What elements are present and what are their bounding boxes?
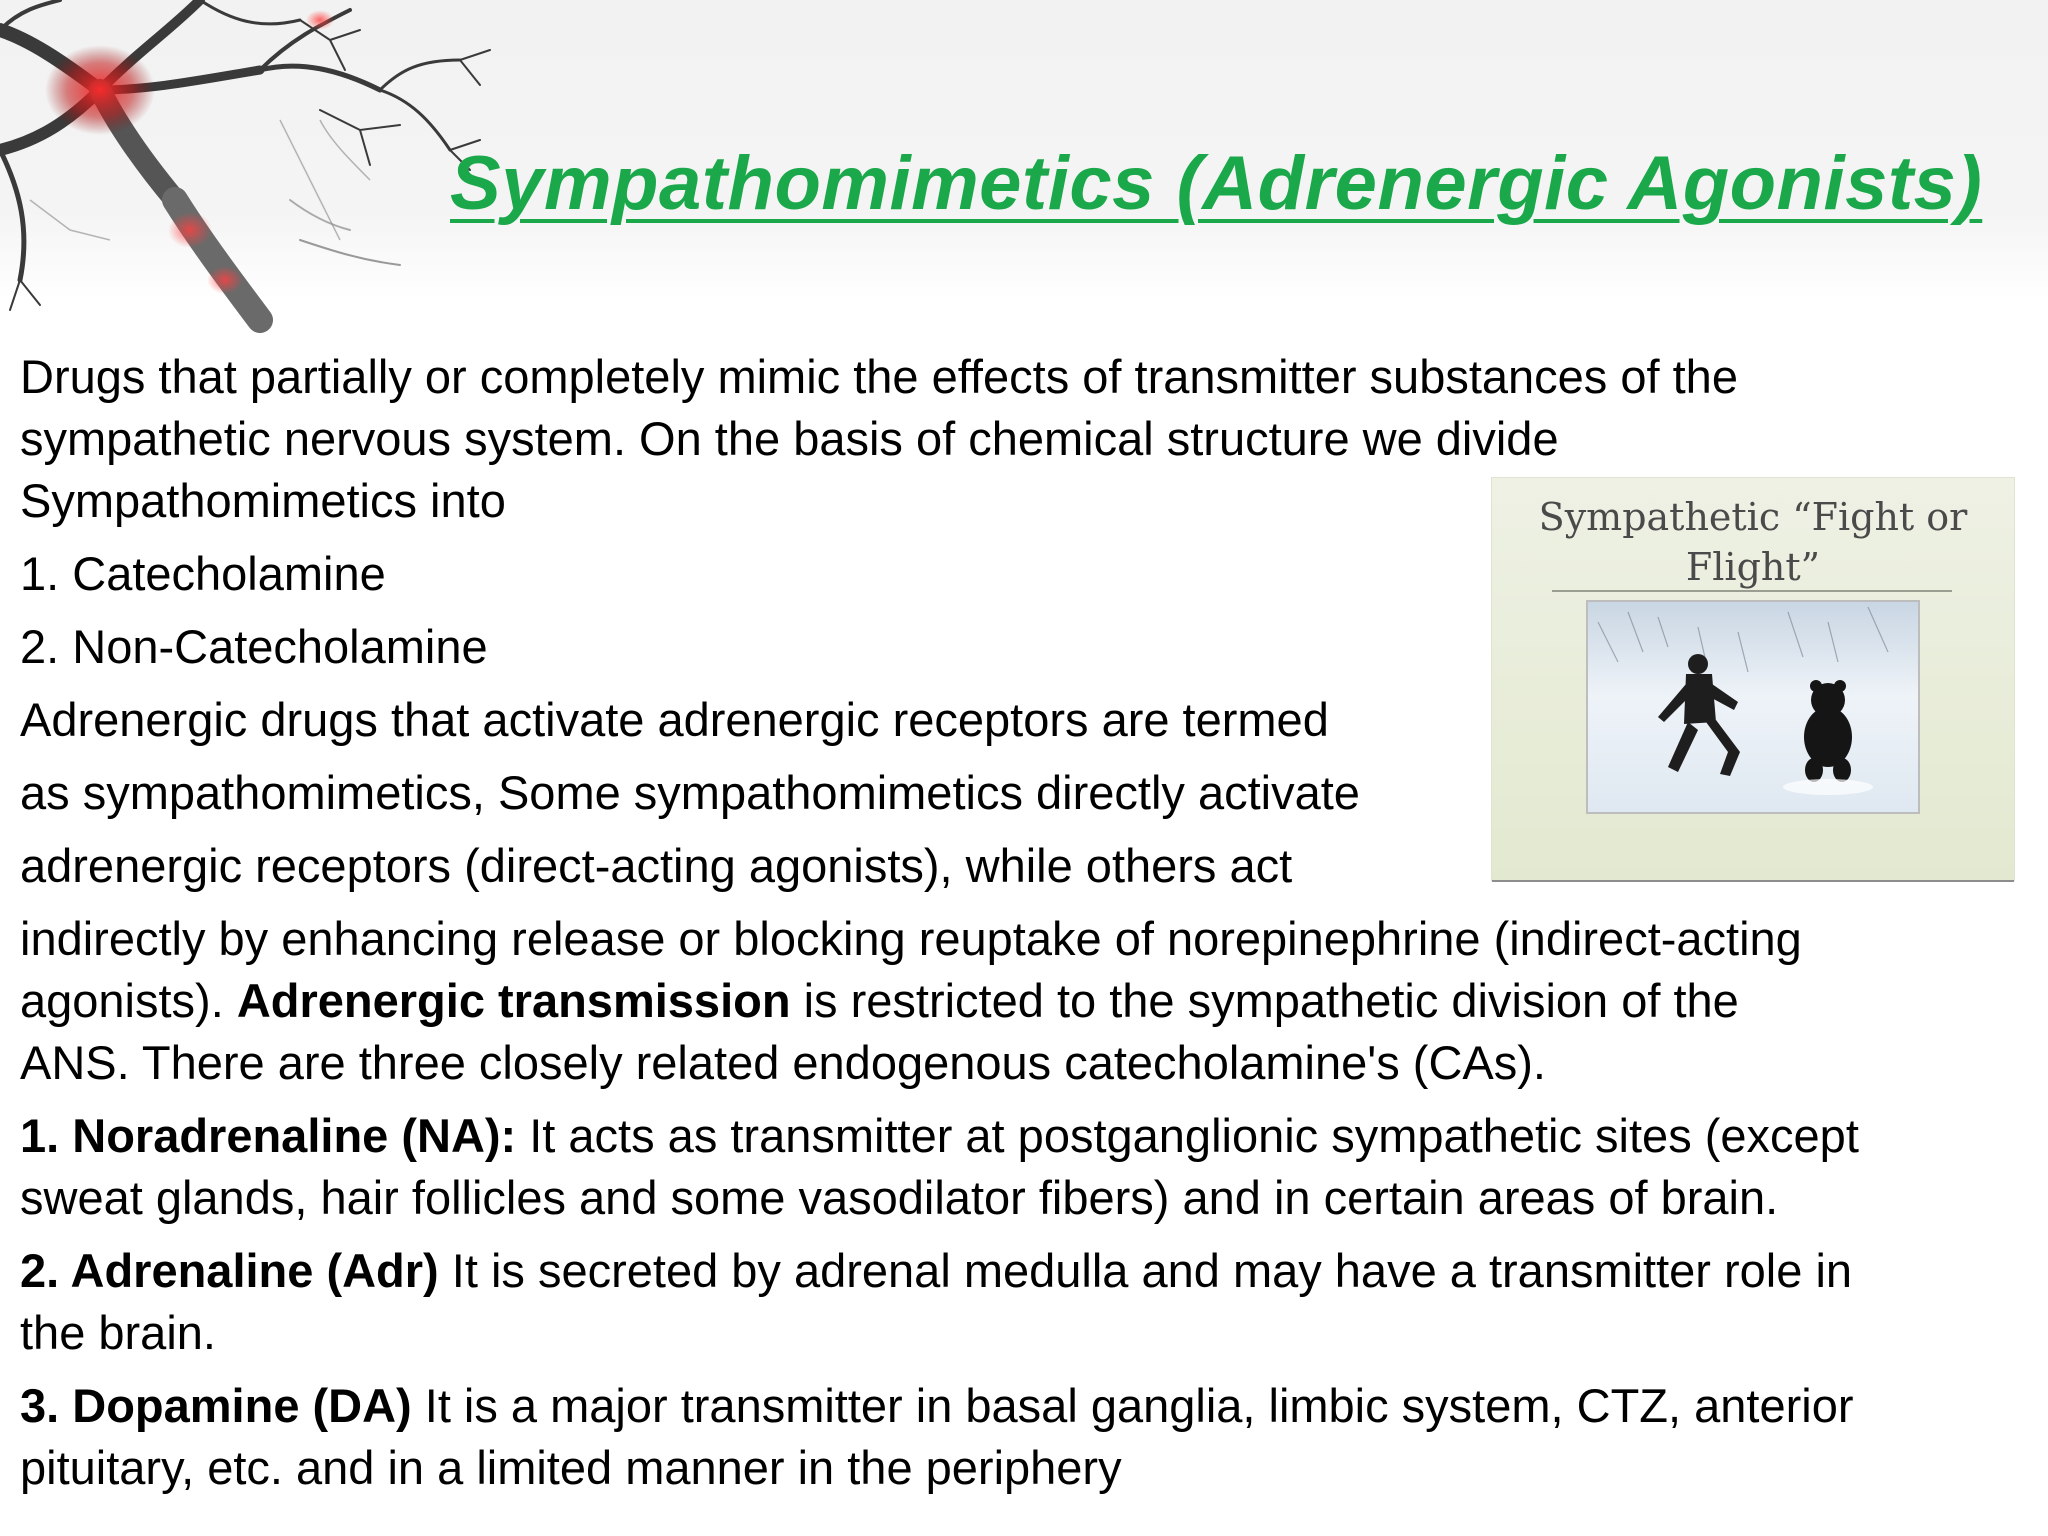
neuron-illustration-icon <box>0 0 500 340</box>
class-item-non-catecholamine: 2. Non-Catecholamine <box>20 620 488 673</box>
catecholamine-desc-line-2: sweat glands, hair follicles and some vasodilator fibers) and in certain areas of brain. <box>20 1171 1779 1224</box>
intro-line: Drugs that partially or completely mimic the effects of transmitter substances of the <box>20 350 1738 403</box>
catecholamine-desc-line-2: pituitary, etc. and in a limited manner in the periphery <box>20 1441 1122 1494</box>
adrenergic-line: indirectly by enhancing release or blocking reuptake of norepinephrine (indirect-acting <box>20 912 1802 965</box>
catecholamine-name: 2. Adrenaline (Adr) <box>20 1244 439 1297</box>
figure-underline <box>1492 880 2014 882</box>
figure-divider <box>1552 590 1952 592</box>
adrenergic-line: adrenergic receptors (direct-acting agonists), while others act <box>20 839 1293 892</box>
transmission-post: is restricted to the sympathetic division of the <box>790 974 1739 1027</box>
catecholamine-name: 1. Noradrenaline (NA): <box>20 1109 517 1162</box>
person-running-from-bear-photo-icon <box>1588 602 1918 812</box>
catecholamine-noradrenaline <box>20 1105 1859 1167</box>
figure-caption-line-1: Sympathetic “Fight or <box>1538 495 1968 539</box>
catecholamine-adrenaline <box>20 1240 1852 1302</box>
catecholamine-desc-line-2: the brain. <box>20 1306 216 1359</box>
slide-title: Sympathomimetics (Adrenergic Agonists) <box>450 141 1983 226</box>
figure-caption-line-2: Flight” <box>1685 545 1821 589</box>
figure-photo <box>1586 600 1920 814</box>
transmission-line <box>20 970 1739 1032</box>
transmission-line-2: ANS. There are three closely related endogenous catecholamine's (CAs). <box>20 1036 1546 1089</box>
catecholamine-name: 3. Dopamine (DA) <box>20 1379 412 1432</box>
catecholamine-dopamine <box>20 1375 1854 1437</box>
transmission-pre: agonists). <box>20 974 237 1027</box>
catecholamine-desc: It is secreted by adrenal medulla and may have a transmitter role in <box>438 1244 1853 1297</box>
adrenergic-line: as sympathomimetics, Some sympathomimetics directly activate <box>20 766 1360 819</box>
catecholamine-desc: It acts as transmitter at postganglionic sympathetic sites (except <box>516 1109 1859 1162</box>
transmission-bold: Adrenergic transmission <box>236 974 791 1027</box>
intro-line: Sympathomimetics into <box>20 474 506 527</box>
figure-caption <box>1492 492 2014 592</box>
catecholamine-desc: It is a major transmitter in basal ganglia, limbic system, CTZ, anterior <box>411 1379 1854 1432</box>
fight-or-flight-figure <box>1492 478 2014 880</box>
intro-line: sympathetic nervous system. On the basis of chemical structure we divide <box>20 412 1559 465</box>
class-item-catecholamine: 1. Catecholamine <box>20 547 386 600</box>
adrenergic-line: Adrenergic drugs that activate adrenergic receptors are termed <box>20 693 1329 746</box>
